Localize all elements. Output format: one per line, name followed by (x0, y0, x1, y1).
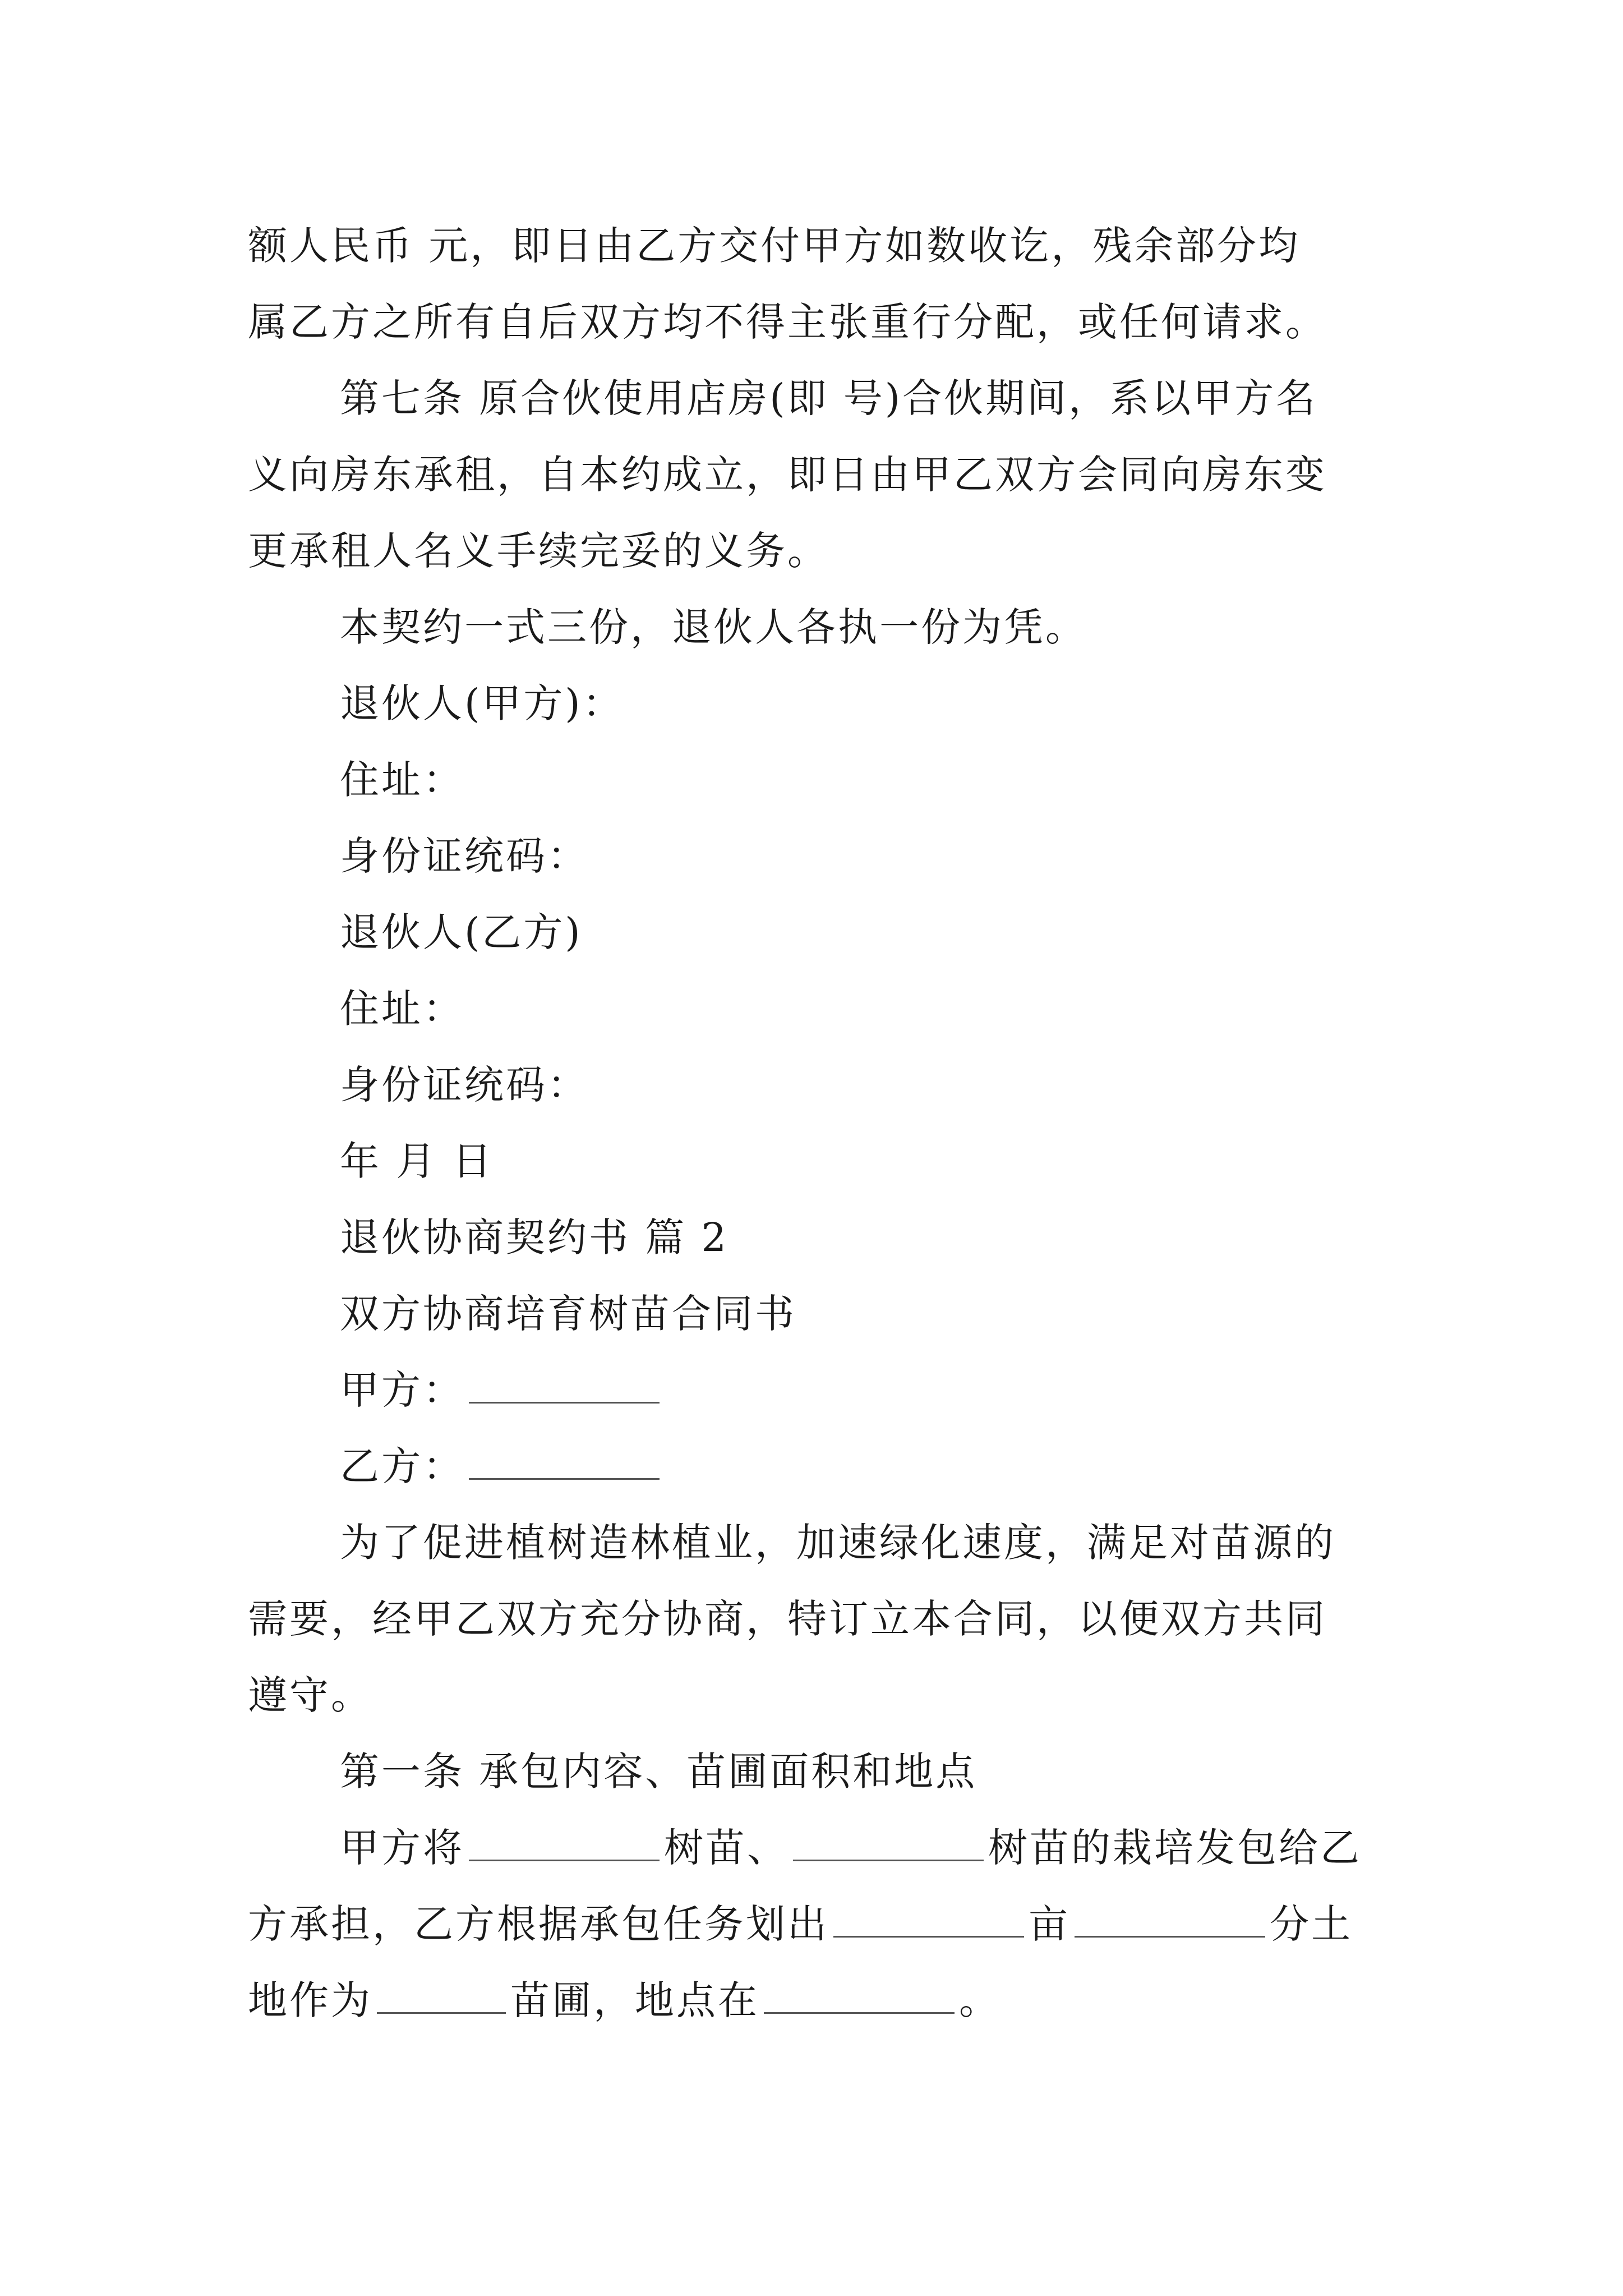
signatory-b-label: 退伙人(乙方) (340, 909, 583, 955)
text-line: 属乙方之所有自后双方均不得主张重行分配，或任何请求。 (248, 299, 1327, 345)
text-segment: 方承担，乙方根据承包任务划出 (248, 1901, 829, 1947)
fill-in-blank (833, 1902, 1024, 1938)
section-heading: 退伙协商契约书 篇 2 (340, 1214, 729, 1260)
article-1-title: 第一条 承包内容、苗圃面积和地点 (340, 1749, 978, 1795)
article-1-line (248, 1886, 1392, 1962)
signatory-a-label: 退伙人(甲方)： (340, 680, 624, 726)
fill-in-blank (764, 1978, 955, 2014)
address-label: 住址： (340, 757, 464, 803)
address-label: 住址： (340, 986, 464, 1032)
purpose-line: 需要，经甲乙双方充分协商，特订立本合同，以便双方共同 (248, 1596, 1327, 1642)
fill-in-blank (469, 1826, 660, 1861)
purpose-line: 遵守。 (248, 1672, 372, 1718)
party-a-label: 甲方： (340, 1367, 464, 1413)
text-segment: 树苗、 (664, 1825, 789, 1871)
fill-in-blank (1075, 1902, 1265, 1938)
copies-note: 本契约一式三份，退伙人各执一份为凭。 (340, 604, 1087, 650)
text-line: 更承租人名义手续完妥的义务。 (248, 528, 829, 574)
party-a-line (248, 1352, 1392, 1428)
date-line: 年 月 日 (340, 1138, 494, 1184)
purpose-line: 为了促进植树造林植业，加速绿化速度，满足对苗源的 (340, 1520, 1336, 1566)
contract-title: 双方协商培育树苗合同书 (340, 1291, 796, 1337)
text-segment: 地作为 (248, 1977, 372, 2023)
id-number-label: 身份证统码： (340, 1062, 589, 1108)
text-segment: 树苗的栽培发包给乙 (988, 1825, 1362, 1871)
text-line: 额人民币 元，即日由乙方交付甲方如数收讫，残余部分均 (248, 223, 1301, 269)
text-segment: 亩 (1029, 1901, 1070, 1947)
id-number-label: 身份证统码： (340, 833, 589, 879)
fill-in-blank (469, 1368, 660, 1404)
text-segment: 分土 (1270, 1901, 1353, 1947)
fill-in-blank (469, 1444, 660, 1480)
fill-in-blank (377, 1978, 506, 2014)
article-1-line (248, 1962, 1392, 2039)
fill-in-blank (793, 1826, 984, 1861)
party-b-label: 乙方： (340, 1443, 464, 1489)
article-7-line: 第七条 原合伙使用店房(即 号)合伙期间，系以甲方名 (340, 375, 1318, 421)
party-b-line (248, 1428, 1392, 1504)
text-line: 义向房东承租，自本约成立，即日由甲乙双方会同向房东变 (248, 452, 1327, 498)
text-segment: 苗圃，地点在 (510, 1977, 759, 2023)
text-segment: 甲方将 (340, 1825, 464, 1871)
text-segment: 。 (959, 1977, 1000, 2023)
article-1-line (248, 1810, 1392, 1886)
document-body (248, 208, 1392, 2039)
